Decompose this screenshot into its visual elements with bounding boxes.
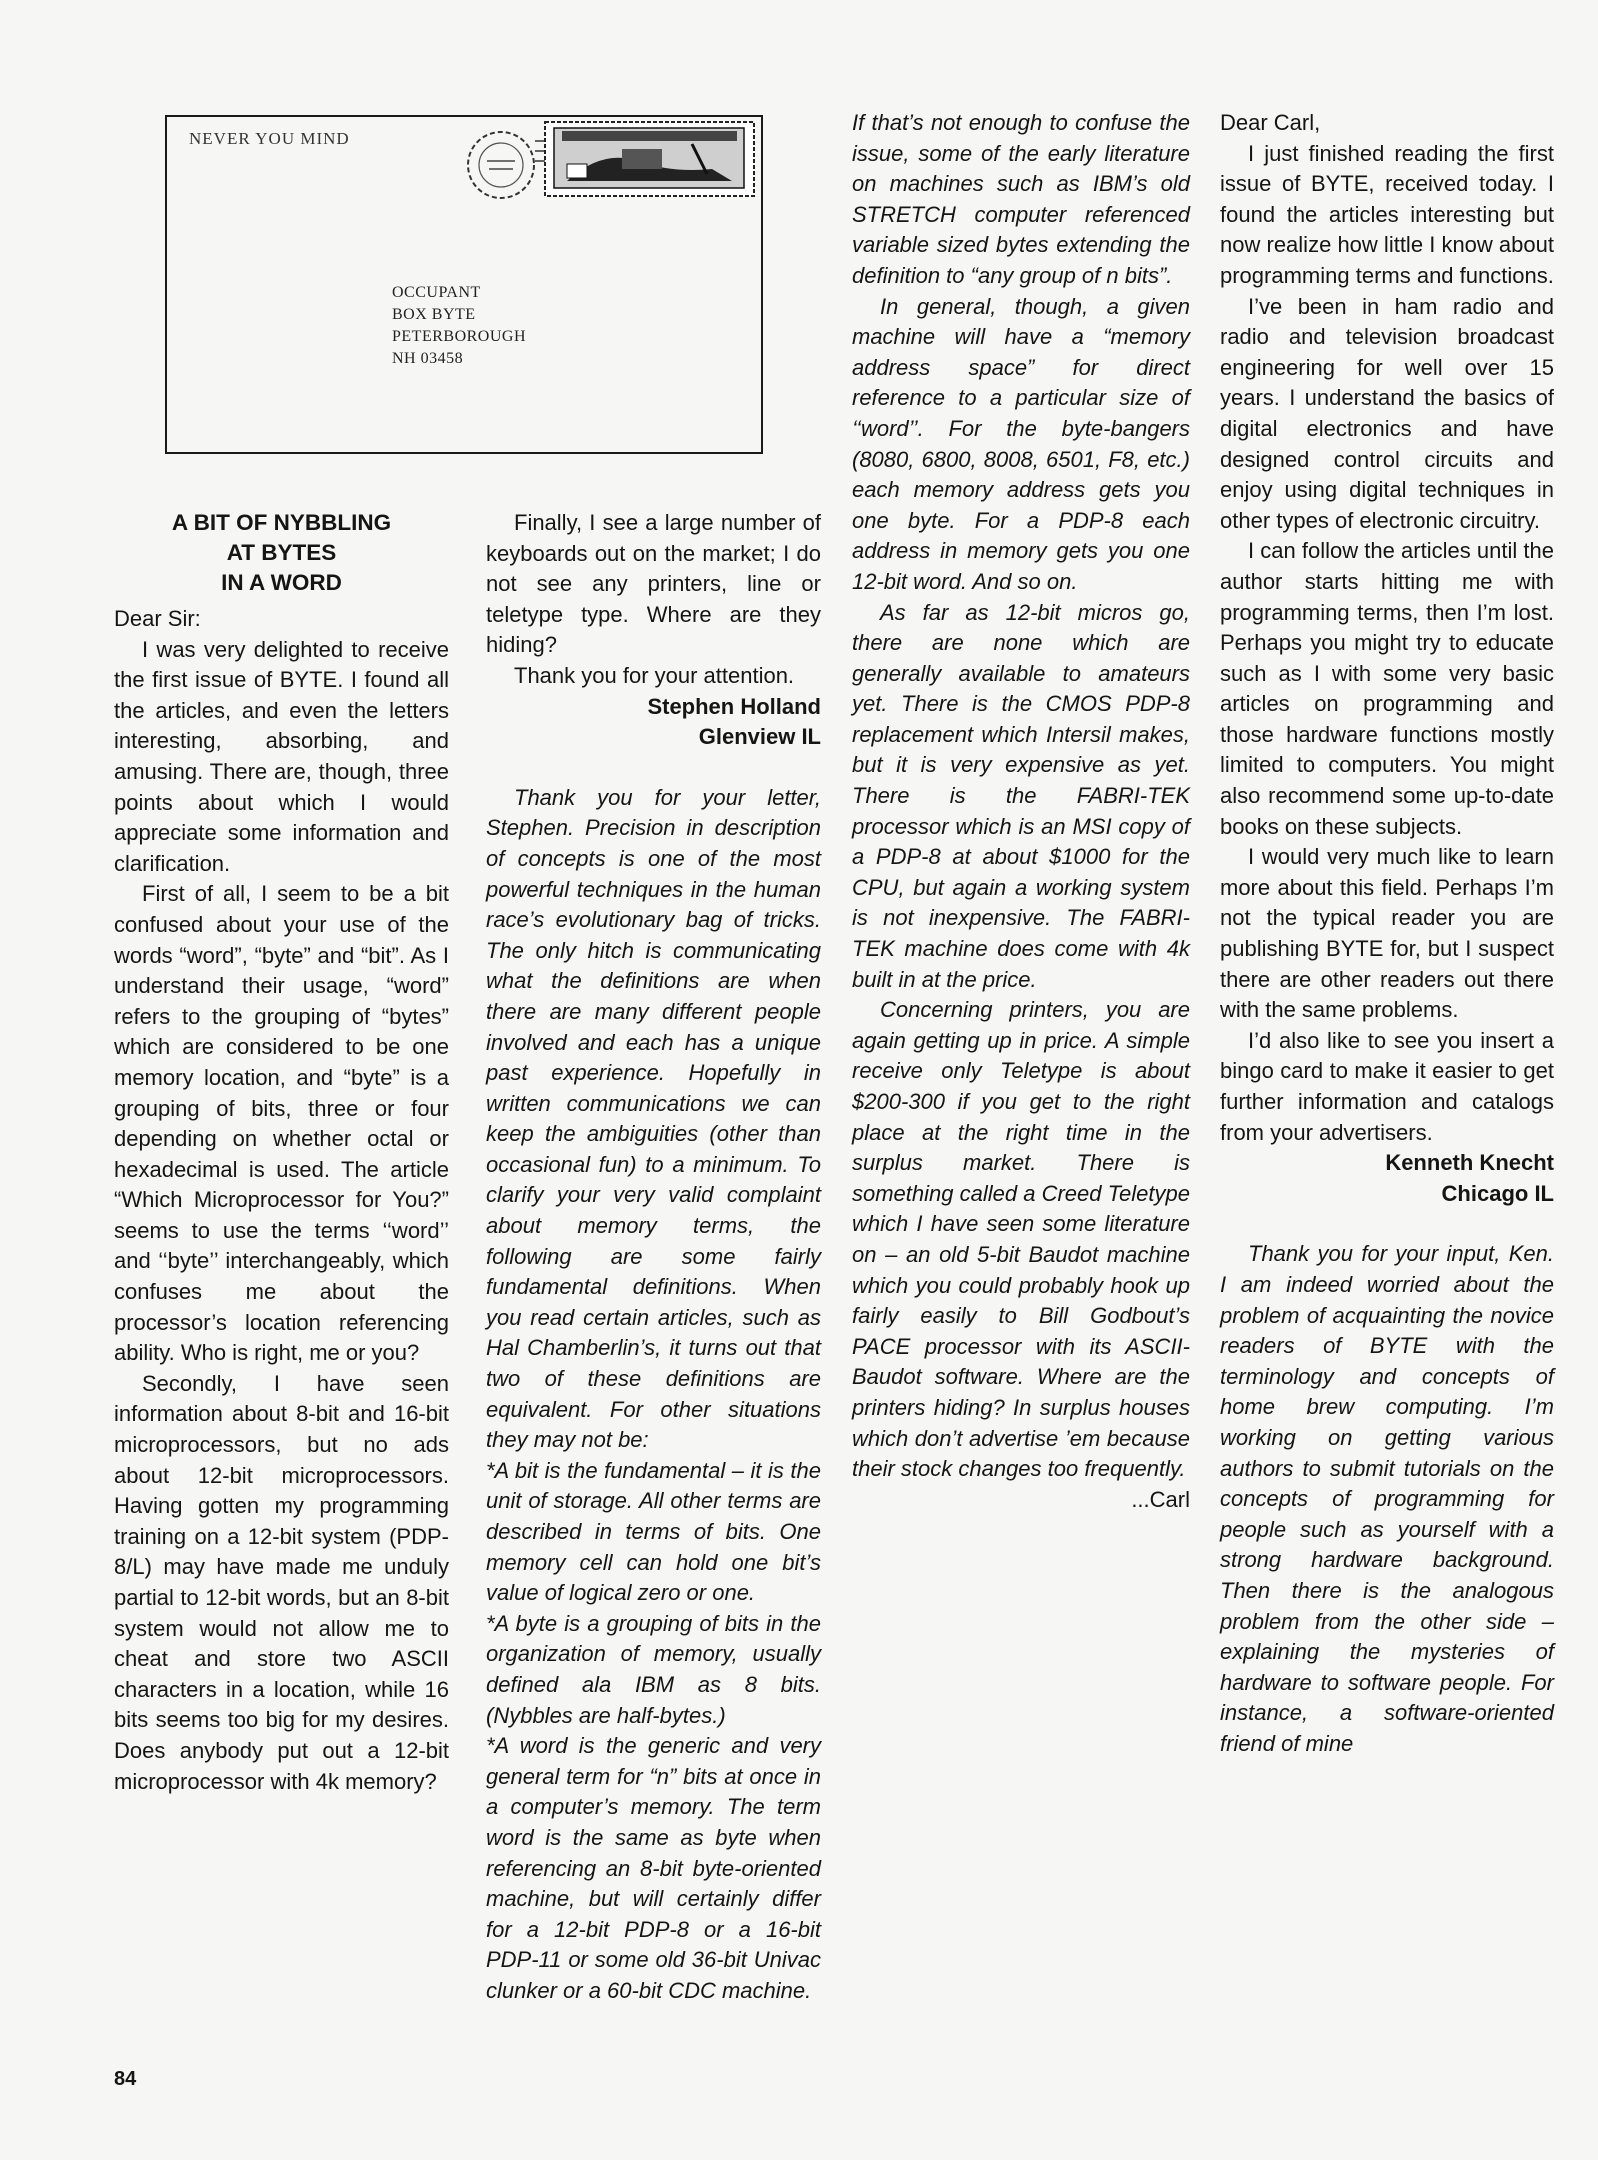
address-line: BOX BYTE xyxy=(392,306,476,323)
letter-signature xyxy=(1220,1148,1554,1209)
address-line: PETERBOROUGH xyxy=(392,328,527,345)
letter-headline xyxy=(114,508,449,598)
page-number: 84 xyxy=(114,2068,137,2090)
envelope-illustration xyxy=(165,115,763,454)
paragraph: Finally, I see a large number of keyboards out on the market; I do not see any printers, line or teletype type. Where are they hiding? xyxy=(486,510,821,658)
signature-name: Kenneth Knecht xyxy=(1385,1150,1554,1176)
envelope-address xyxy=(392,282,526,370)
salutation: Dear Carl, xyxy=(1220,110,1321,135)
definition: *A word is the generic and very general term for “n” bits at once in a computer’s memory. The term word is the same as byte when referencing an 8-bit byte-oriented machine, but will certainly differ for a 12-bit PDP-8 or a 16-bit PDP-11 or some old 36-bit Univac clunker or a 60-bit CDC machine. xyxy=(486,1733,821,2003)
definition: *A byte is a grouping of bits in the organization of memory, usually defined ala IBM as 8 bits. (Nybbles are half-bytes.) xyxy=(486,1610,821,1728)
headline-line: AT BYTES xyxy=(226,540,337,565)
envelope-return-address: NEVER YOU MIND xyxy=(189,129,350,148)
postmark-icon xyxy=(457,121,547,213)
editor-reply-paragraph: Concerning printers, you are again getting up in price. A simple receive only Teletype is about $200-300 if you get to the right place at the right time in the surplus market. There is something called a Creed Teletype which I have seen some literature on – an old 5-bit Baudot machine which you could probably hook up fairly easily to Bill Godbout’s PACE processor with its ASCII-Baudot software. Where are the printers hiding? In surplus houses which don’t advertise ’em because their stock changes too frequently. xyxy=(852,997,1190,1482)
editor-reply-paragraph: As far as 12-bit micros go, there are none which are generally available to amateurs yet. There is the CMOS PDP-8 replacement which Intersil makes, but it is very expensive as yet. There is the FABRI-TEK processor which is an MSI copy of a PDP-8 at about $1000 for the CPU, but again a working system is not inexpensive. The FABRI-TEK machine does come with 4k built in at the price. xyxy=(852,599,1190,992)
signature-location: Glenview IL xyxy=(698,724,821,750)
editor-reply: Thank you for your letter, Stephen. Precision in description of concepts is one of the most powerful techniques in the human race’s evolutionary bag of tricks. The only hitch is communicating what the definitions are when there are many different people involved and each has a unique past experience. Hopefully in written communications we can keep the ambiguities (other than occasional fun) to a minimum. To clarify your very valid complaint about memory terms, the following are some fairly fundamental definitions. When you read certain articles, such as Hal Chamberlin’s, it turns out that two of these definitions are equivalent. For other situations they may not be: xyxy=(486,784,821,1453)
stamp-icon xyxy=(542,119,757,199)
headline-line: A BIT OF NYBBLING xyxy=(171,510,392,535)
editor-reply-paragraph: In general, though, a given machine will have a “memory address space” for direct reference to a particular size of ‘‘word’’. For the byte-bangers (8080, 6800, 8008, 6501, F8, etc.) each memory address gets you one byte. For a PDP-8 each address in memory gets you one 12-bit word. And so on. xyxy=(852,293,1190,594)
salutation: Dear Sir: xyxy=(114,606,201,631)
signature-location: Chicago IL xyxy=(1441,1180,1554,1206)
signature-name: Stephen Holland xyxy=(647,693,821,719)
headline-line: IN A WORD xyxy=(221,570,342,595)
address-line: NH 03458 xyxy=(392,350,464,367)
paragraph: I’ve been in ham radio and radio and television broadcast engineering for well over 15 years. I understand the basics of digital electronics and have designed control circuits and enjoy using digital techniques in other types of electronic circuitry. xyxy=(1220,293,1554,533)
address-line: OCCUPANT xyxy=(392,284,481,301)
paragraph: I would very much like to learn more about this field. Perhaps I’m not the typical reader you are publishing BYTE for, but I suspect there are other readers out there with the same problems. xyxy=(1220,844,1554,1023)
paragraph: I’d also like to see you insert a bingo card to make it easier to get further information and catalogs from your advertisers. xyxy=(1220,1027,1554,1145)
paragraph: I was very delighted to receive the first issue of BYTE. I found all the articles, and even the letters interesting, absorbing, and amusing. There are, though, three points about which I would appreciate some information and clarification. xyxy=(114,636,449,876)
paragraph: I just finished reading the first issue of BYTE, received today. I found the articles interesting but now realize how little I know about programming terms and functions. xyxy=(1220,140,1554,288)
editor-signature: ...Carl xyxy=(1131,1486,1190,1512)
definition: *A bit is the fundamental – it is the unit of storage. All other terms are described in terms of bits. One memory cell can hold one bit’s value of logical zero or one. xyxy=(486,1457,821,1606)
paragraph: First of all, I seem to be a bit confused about your use of the words “word”, “byte” and “bit”. As I understand their usage, “word” refers to the grouping of “bytes” which are considered to be one memory location, and “byte” is a grouping of bits, three or four depending on whether octal or hexadecimal is used. The article “Which Microprocessor for You?” seems to use the terms ‘‘word’’ and ‘‘byte’’ interchangeably, which confuses me about the processor’s location referencing ability. Who is right, me or you? xyxy=(114,881,449,1366)
column-3 xyxy=(852,108,1190,1515)
editor-reply-paragraph: If that’s not enough to confuse the issue, some of the early literature on machines such as IBM’s old STRETCH computer referenced variable sized bytes extending the definition to “any group of n bits”. xyxy=(852,110,1190,288)
editor-reply: Thank you for your input, Ken. I am indeed worried about the problem of acquainting the novice readers of BYTE with the terminology and concepts of home brew computing. I’m working on getting various authors to submit tutorials on the concepts of programming for people such as yourself with a strong hardware background. Then there is the analogous problem from the other side – explaining the mysteries of hardware to software people. For instance, a software-oriented friend of mine xyxy=(1220,1241,1554,1756)
paragraph: Thank you for your attention. xyxy=(514,662,795,688)
column-2 xyxy=(486,508,821,2007)
paragraph: I can follow the articles until the author starts hitting me with programming terms, then I’m lost. Perhaps you might try to educate such as I with some very basic articles on programming and those hardware functions mostly limited to computers. You might also recommend some up-to-date books on these subjects. xyxy=(1220,538,1554,839)
column-1 xyxy=(114,508,449,1797)
paragraph: Secondly, I have seen information about 8-bit and 16-bit microprocessors, but no ads about 12-bit microprocessors. Having gotten my programming training on a 12-bit system (PDP-8/L) may have made me unduly partial to 12-bit words, but an 8-bit system would not allow me to cheat and store two ASCII characters in a location, while 16 bits seems too big for my desires. Does anybody put out a 12-bit microprocessor with 4k memory? xyxy=(114,1370,449,1794)
column-4 xyxy=(1220,108,1554,1759)
letter-signature xyxy=(486,692,821,753)
